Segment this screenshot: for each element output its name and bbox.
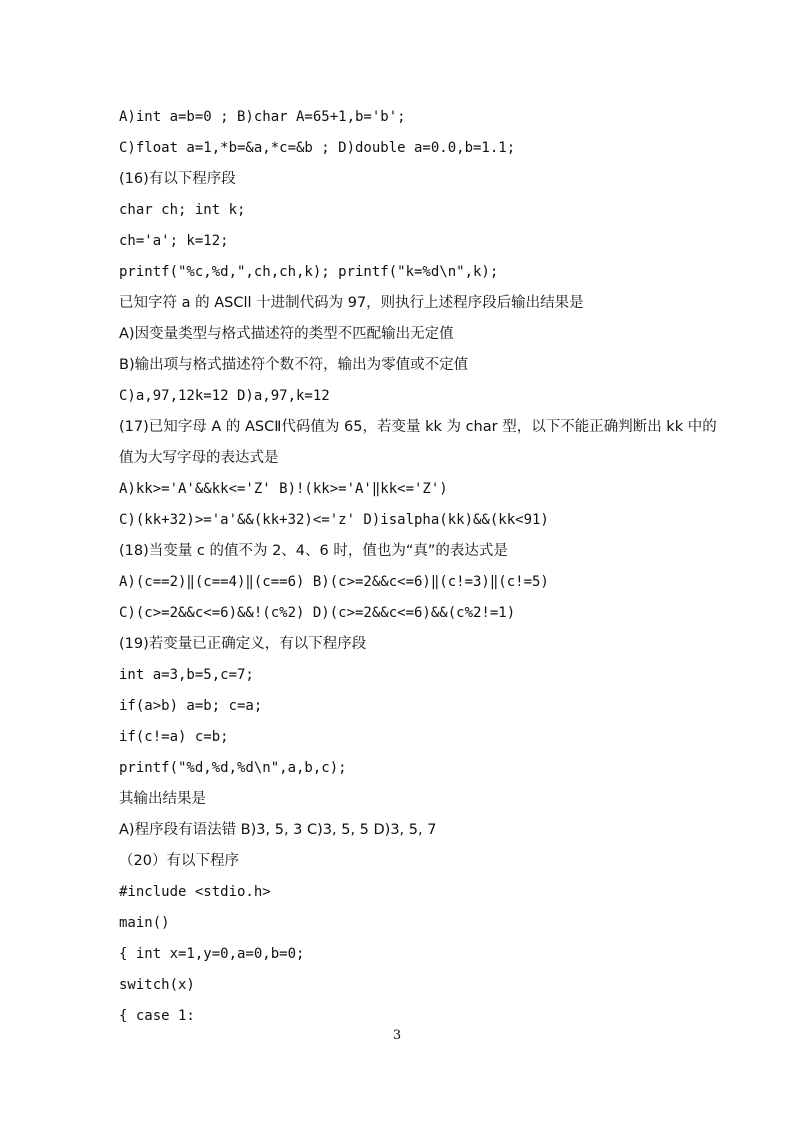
- text-line: printf("%c,%d,",ch,ch,k); printf("k=%d\n",k);: [119, 264, 499, 280]
- text-line: main(): [119, 915, 170, 931]
- text-line: 已知字符 a 的 ASCll 十进制代码为 97，则执行上述程序段后输出结果是: [119, 295, 584, 311]
- text-line: 值为大写字母的表达式是: [119, 450, 279, 466]
- text-line: A)因变量类型与格式描述符的类型不匹配输出无定值: [119, 326, 454, 342]
- text-line: A)kk>='A'&&kk<='Z' B)!(kk>='A'‖kk<='Z'): [119, 481, 448, 497]
- text-line: (18)当变量 c 的值不为 2、4、6 时，值也为“真”的表达式是: [119, 543, 508, 559]
- document-body: [119, 102, 719, 1032]
- text-line: { case 1:: [119, 1008, 195, 1024]
- text-line: (16)有以下程序段: [119, 171, 236, 187]
- text-line: if(a>b) a=b; c=a;: [119, 698, 263, 714]
- text-line: C)(kk+32)>='a'&&(kk+32)<='z' D)isalpha(kk)&&(kk<91): [119, 512, 549, 528]
- text-line: A)int a=b=0 ; B)char A=65+1,b='b';: [119, 109, 406, 125]
- text-line: (19)若变量已正确定义，有以下程序段: [119, 636, 367, 652]
- text-line: C)a,97,12k=12 D)a,97,k=12: [119, 388, 330, 404]
- text-line: A)(c==2)‖(c==4)‖(c==6) B)(c>=2&&c<=6)‖(c!=3)‖(c!=5): [119, 574, 549, 590]
- text-line: if(c!=a) c=b;: [119, 729, 229, 745]
- text-line: A)程序段有语法错 B)3, 5, 3 C)3, 5, 5 D)3, 5, 7: [119, 822, 437, 838]
- text-line: C)(c>=2&&c<=6)&&!(c%2) D)(c>=2&&c<=6)&&(c%2!=1): [119, 605, 516, 621]
- text-line: ch='a'; k=12;: [119, 233, 229, 249]
- text-line: C)float a=1,*b=&a,*c=&b ; D)double a=0.0,b=1.1;: [119, 140, 516, 156]
- page-number: 3: [392, 1028, 402, 1043]
- text-line: 其输出结果是: [119, 791, 206, 807]
- text-line: （20）有以下程序: [119, 853, 239, 869]
- text-line: (17)已知字母 A 的 ASCⅡ代码值为 65，若变量 kk 为 char 型，以下不能正确判断出 kk 中的: [119, 419, 717, 435]
- text-line: B)输出项与格式描述符个数不符，输出为零值或不定值: [119, 357, 469, 373]
- text-line: #include <stdio.h>: [119, 884, 271, 900]
- text-line: { int x=1,y=0,a=0,b=0;: [119, 946, 305, 962]
- text-line: char ch; int k;: [119, 202, 246, 218]
- text-line: int a=3,b=5,c=7;: [119, 667, 254, 683]
- text-line: printf("%d,%d,%d\n",a,b,c);: [119, 760, 347, 776]
- text-line: switch(x): [119, 977, 195, 993]
